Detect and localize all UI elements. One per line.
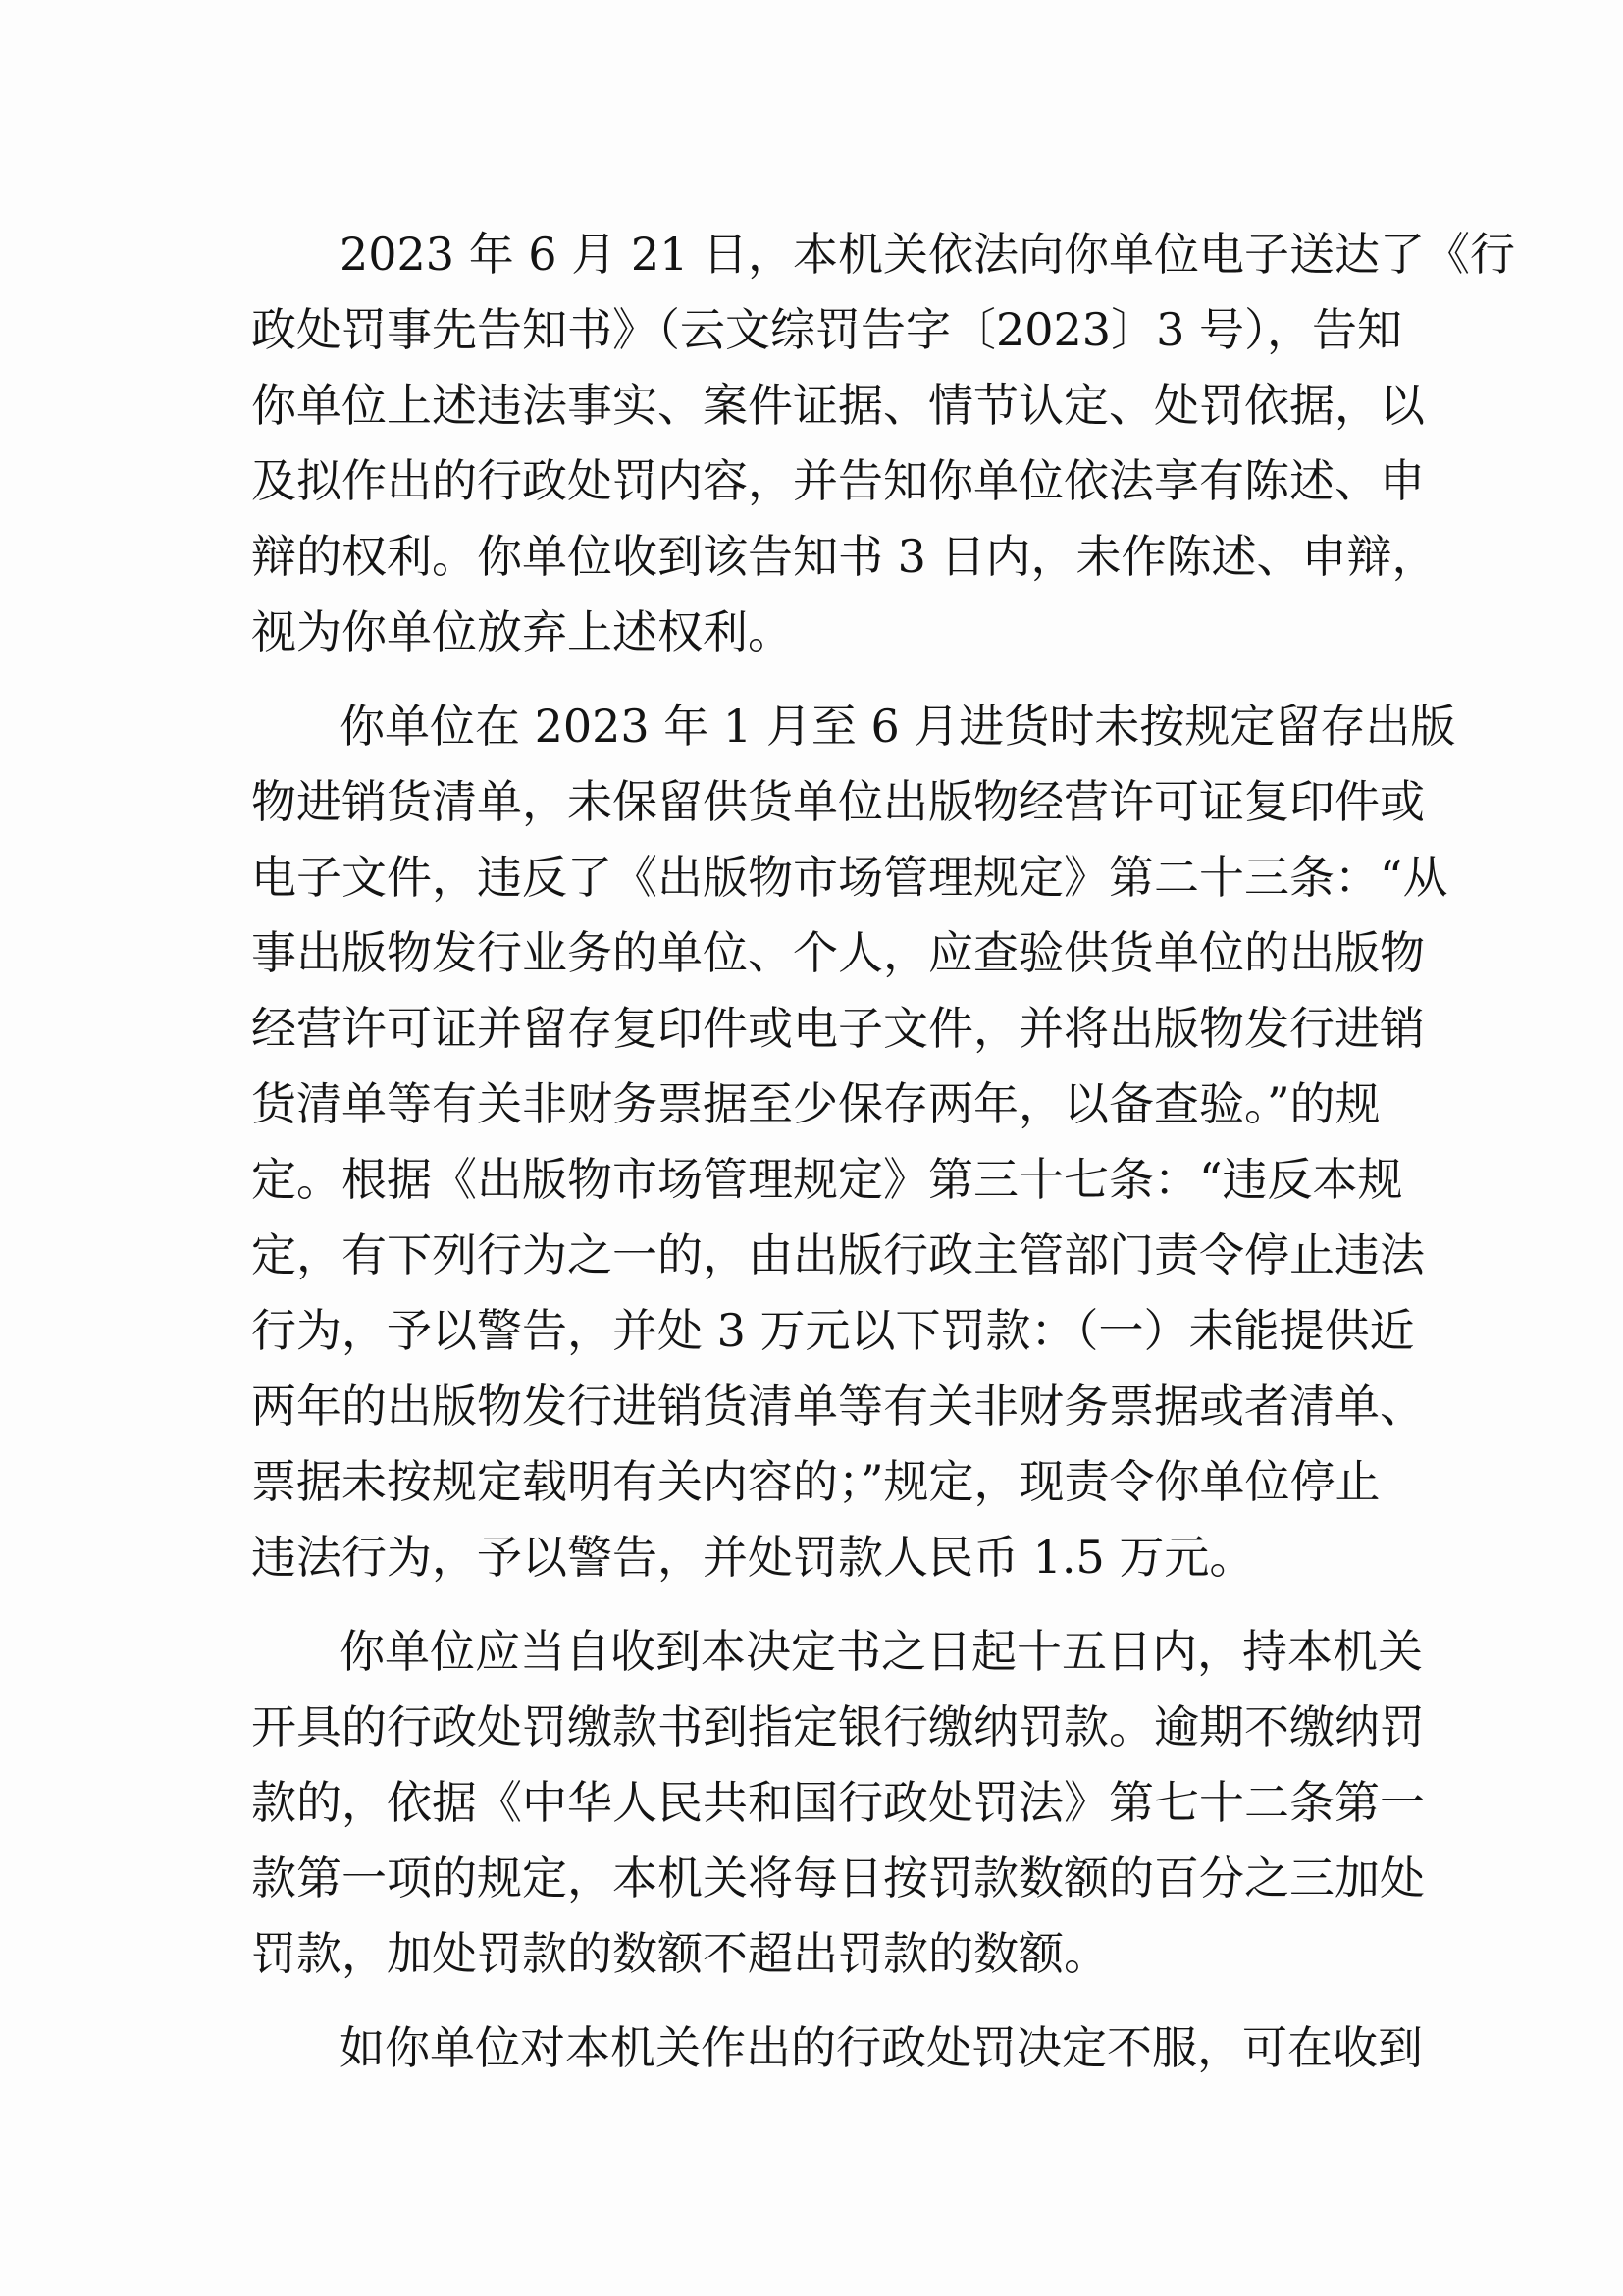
- text-line: 你单位上述违法事实、案件证据、情节认定、处罚依据，以: [251, 379, 1425, 432]
- text-line: 2023 年 6 月 21 日，本机关依法向你单位电子送达了《行: [340, 228, 1515, 281]
- text-line: 视为你单位放弃上述权利。: [251, 605, 793, 658]
- text-line: 政处罚事先告知书》（云文综罚告字〔2023〕3 号），告知: [251, 303, 1402, 356]
- text-line: 票据未按规定载明有关内容的；”规定，现责令你单位停止: [251, 1455, 1381, 1508]
- text-line: 如你单位对本机关作出的行政处罚决定不服，可在收到: [340, 2021, 1423, 2074]
- text-line: 你单位在 2023 年 1 月至 6 月进货时未按规定留存出版: [340, 700, 1456, 753]
- text-line: 事出版物发行业务的单位、个人，应查验供货单位的出版物: [251, 926, 1425, 979]
- text-line: 款第一项的规定，本机关将每日按罚款数额的百分之三加处: [251, 1852, 1425, 1905]
- text-line: 货清单等有关非财务票据至少保存两年，以备查验。”的规: [251, 1077, 1381, 1130]
- text-line: 物进销货清单，未保留供货单位出版物经营许可证复印件或: [251, 775, 1425, 828]
- text-line: 经营许可证并留存复印件或电子文件，并将出版物发行进销: [251, 1002, 1425, 1055]
- text-line: 定。根据《出版物市场管理规定》第三十七条：“违反本规: [251, 1153, 1403, 1206]
- text-line: 及拟作出的行政处罚内容，并告知你单位依法享有陈述、申: [251, 454, 1425, 507]
- text-line: 定，有下列行为之一的，由出版行政主管部门责令停止违法: [251, 1228, 1425, 1281]
- text-line: 开具的行政处罚缴款书到指定银行缴纳罚款。逾期不缴纳罚: [251, 1700, 1425, 1753]
- text-line: 两年的出版物发行进销货清单等有关非财务票据或者清单、: [251, 1380, 1425, 1433]
- text-line: 罚款，加处罚款的数额不超出罚款的数额。: [251, 1927, 1109, 1980]
- text-line: 款的，依据《中华人民共和国行政处罚法》第七十二条第一: [251, 1776, 1425, 1829]
- text-line: 违法行为，予以警告，并处罚款人民币 1.5 万元。: [251, 1531, 1255, 1584]
- text-line: 行为，予以警告，并处 3 万元以下罚款：（一）未能提供近: [251, 1304, 1415, 1357]
- text-line: 你单位应当自收到本决定书之日起十五日内，持本机关: [340, 1625, 1423, 1678]
- text-line: 电子文件，违反了《出版物市场管理规定》第二十三条：“从: [251, 851, 1448, 904]
- text-line: 辩的权利。你单位收到该告知书 3 日内，未作陈述、申辩，: [251, 530, 1438, 583]
